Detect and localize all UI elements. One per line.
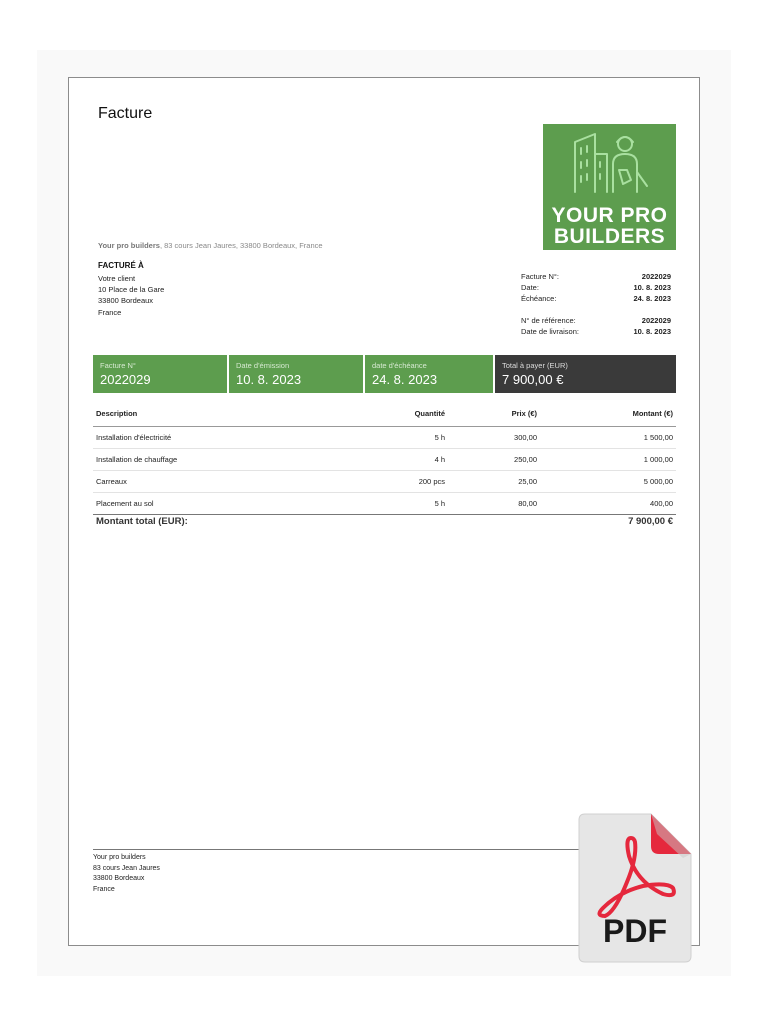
cell-amount: 1 500,00 [540,426,676,448]
meta-label: Facture N°: [521,272,560,281]
invoice-meta-top [521,271,671,304]
cell-description: Installation de chauffage [93,448,353,470]
pdf-badge-label: PDF [603,913,667,949]
bill-to-line: 10 Place de la Gare [98,285,165,295]
meta-row [521,315,671,326]
company-logo [543,124,676,250]
meta-row [521,326,671,337]
meta-value: 2022029 [641,316,671,325]
summary-invoice-number [93,355,227,393]
meta-value: 24. 8. 2023 [633,294,671,303]
meta-value: 2022029 [641,272,671,281]
summary-value: 2022029 [100,372,151,387]
footer-line: 83 cours Jean Jaures [93,864,160,872]
bill-to-line: France [98,307,122,317]
total-value: 7 900,00 € [628,516,673,527]
cell-price: 300,00 [448,426,540,448]
line-items-table [93,402,676,515]
table-row [93,426,676,448]
table-row [93,448,676,470]
column-header-quantity: Quantité [353,402,448,426]
footer-line: 33800 Bordeaux [93,875,145,882]
summary-label: Facture N° [100,361,136,370]
bill-to-address [98,273,164,318]
table-row [93,470,676,492]
cell-quantity: 200 pcs [353,470,448,492]
footer-line: France [93,885,115,893]
summary-value: 24. 8. 2023 [372,372,438,387]
footer-line: Your pro builders [93,854,146,861]
grand-total [93,516,676,527]
logo-text-line2: BUILDERS [553,225,666,248]
cell-amount: 5 000,00 [540,470,676,492]
summary-total-due [495,355,676,393]
summary-value: 7 900,00 € [502,372,564,387]
sender-address-text: , 83 cours Jean Jaures, 33800 Bordeaux, France [159,241,323,250]
bill-to-title: FACTURÉ À [98,261,144,270]
summary-value: 10. 8. 2023 [236,372,302,387]
sender-address [98,241,323,250]
cell-description: Installation d'électricité [93,426,353,448]
meta-label: Date: [521,283,539,292]
cell-price: 25,00 [448,470,540,492]
pdf-file-icon[interactable] [575,812,695,967]
meta-label: N° de référence: [521,316,576,325]
cell-amount: 400,00 [540,492,676,514]
summary-issue-date [229,355,363,393]
cell-description: Carreaux [93,470,353,492]
table-header-row [93,402,676,426]
cell-description: Placement au sol [93,492,353,514]
meta-row [521,293,671,304]
invoice-summary-bar [93,355,676,393]
logo-text-line1: YOUR PRO [551,204,668,227]
meta-row [521,282,671,293]
footer-address [93,853,160,895]
column-header-description: Description [93,402,353,426]
cell-quantity: 5 h [353,492,448,514]
table-row [93,492,676,514]
cell-price: 80,00 [448,492,540,514]
building-worker-icon [543,124,676,204]
column-header-price: Prix (€) [448,402,540,426]
column-header-amount: Montant (€) [540,402,676,426]
summary-due-date [365,355,493,393]
meta-value: 10. 8. 2023 [633,327,671,336]
cell-quantity: 4 h [353,448,448,470]
cell-amount: 1 000,00 [540,448,676,470]
summary-label: date d'échéance [372,361,427,370]
bill-to-line: Votre client [98,274,136,283]
sender-name: Your pro builders [98,241,160,250]
cell-quantity: 5 h [353,426,448,448]
summary-label: Total à payer (EUR) [502,361,568,370]
bill-to-line: 33800 Bordeaux [98,296,154,306]
cell-price: 250,00 [448,448,540,470]
page-title: Facture [98,105,153,122]
meta-label: Échéance: [521,294,557,303]
meta-row [521,271,671,282]
meta-value: 10. 8. 2023 [633,283,671,292]
invoice-meta-bottom [521,315,671,337]
total-label: Montant total (EUR): [96,516,188,527]
meta-label: Date de livraison: [521,327,579,336]
summary-label: Date d'émission [236,361,290,370]
